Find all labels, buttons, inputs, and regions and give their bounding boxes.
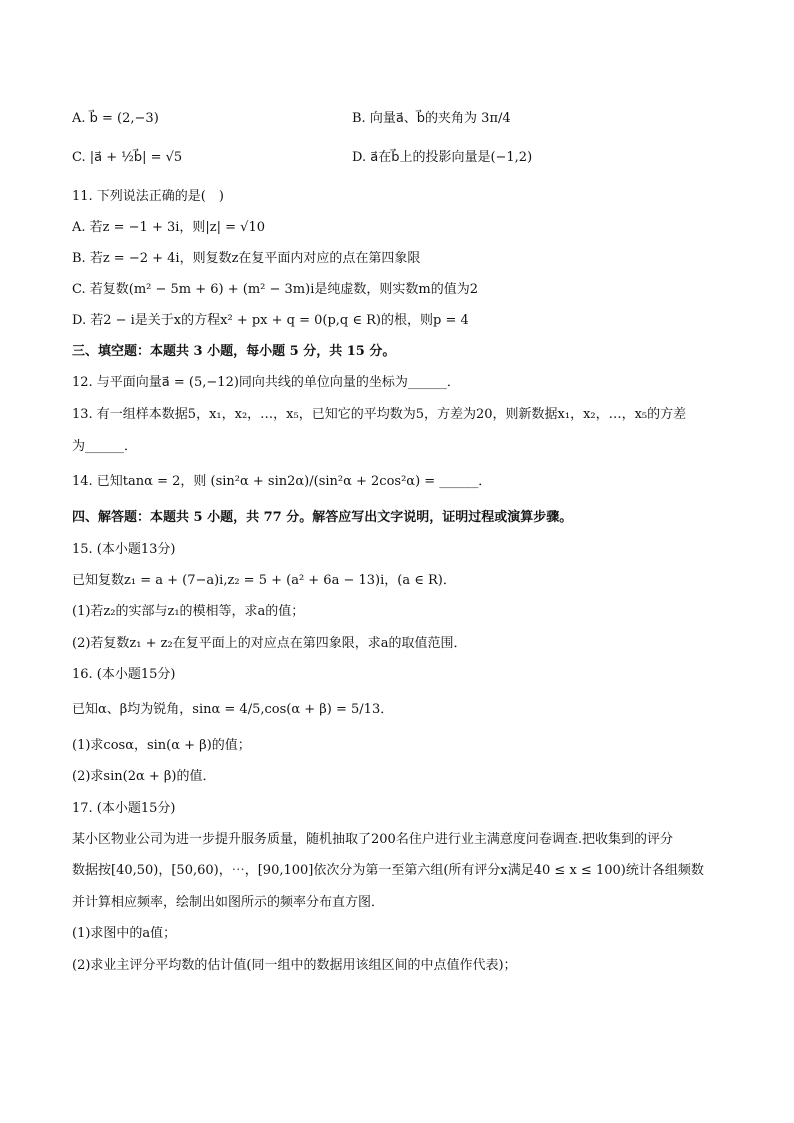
- q13-text-line2: 为______．: [72, 439, 138, 454]
- q17-stem-line3: 并计算相应频率，绘制出如图所示的频率分布直方图．: [72, 895, 385, 910]
- q17-header: 17. (本小题15分): [72, 801, 176, 816]
- q15-header: 15. (本小题13分): [72, 542, 176, 557]
- section-solution-heading: 四、解答题：本题共 5 小题，共 77 分。解答应写出文字说明，证明过程或演算步骤。: [72, 510, 573, 525]
- q16-header: 16. (本小题15分): [72, 667, 176, 682]
- q10-option-b: B. 向量a⃗、b⃗的夹角为 3π/4: [352, 111, 511, 126]
- q17-part1: (1)求图中的a值；: [72, 926, 177, 941]
- q14-text: 14. 已知tanα = 2，则 (sin²α + sin2α)/(sin²α + 2cos²α) = ______．: [72, 474, 492, 489]
- q12-text: 12. 与平面向量a⃗ = (5,−12)同向共线的单位向量的坐标为______．: [72, 375, 460, 390]
- q10-option-c: C. |a⃗ + ½b⃗| = √5: [72, 150, 183, 165]
- q10-option-a: A. b⃗ = (2,−3): [72, 111, 159, 126]
- q11-option-a: A. 若z = −1 + 3i，则|z| = √10: [72, 220, 266, 235]
- q10-option-d: D. a⃗在b⃗上的投影向量是(−1,2): [352, 150, 533, 165]
- q15-part1: (1)若z₂的实部与z₁的模相等，求a的值；: [72, 604, 305, 619]
- q16-part1: (1)求cosα，sin(α + β)的值；: [72, 738, 251, 753]
- section-fill-in-heading: 三、填空题：本题共 3 小题，每小题 5 分，共 15 分。: [72, 344, 396, 359]
- q11-stem: 11. 下列说法正确的是( ): [72, 189, 224, 204]
- q16-stem: 已知α、β均为锐角，sinα = 4/5,cos(α + β) = 5/13．: [72, 702, 394, 717]
- q11-option-b: B. 若z = −2 + 4i，则复数z在复平面内对应的点在第四象限: [72, 251, 421, 266]
- q13-text-line1: 13. 有一组样本数据5，x₁，x₂，…，x₅，已知它的平均数为5，方差为20，则新数据x₁，x₂，…，x₅的方差: [72, 407, 687, 422]
- q16-part2: (2)求sin(2α + β)的值．: [72, 769, 216, 784]
- q11-option-d: D. 若2 − i是关于x的方程x² + px + q = 0(p,q ∈ R)的根，则p = 4: [72, 313, 469, 328]
- q17-stem-line2: 数据按[40,50)，[50,60)，⋯，[90,100]依次分为第一至第六组(所有评分x满足40 ≤ x ≤ 100)统计各组频数: [72, 863, 704, 878]
- q17-part2: (2)求业主评分平均数的估计值(同一组中的数据用该组区间的中点值作代表)；: [72, 958, 517, 973]
- q15-part2: (2)若复数z₁ + z₂在复平面上的对应点在第四象限，求a的取值范围．: [72, 636, 467, 651]
- q17-stem-line1: 某小区物业公司为进一步提升服务质量，随机抽取了200名住户进行业主满意度问卷调查.把收集到的评分: [72, 832, 673, 847]
- q15-stem: 已知复数z₁ = a + (7−a)i,z₂ = 5 + (a² + 6a − 13)i，(a ∈ R)．: [72, 573, 456, 588]
- q11-option-c: C. 若复数(m² − 5m + 6) + (m² − 3m)i是纯虚数，则实数m的值为2: [72, 282, 478, 297]
